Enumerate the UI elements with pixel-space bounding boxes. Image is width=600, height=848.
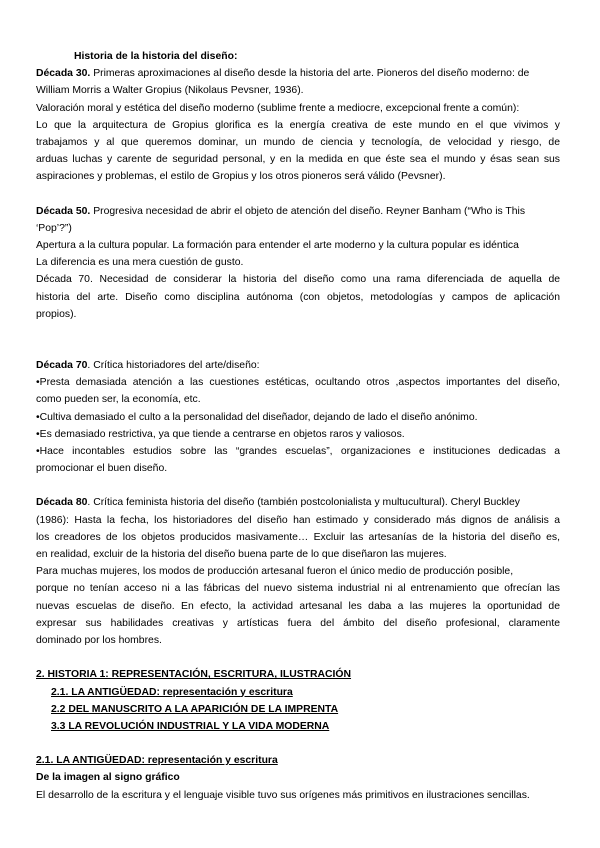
text-line: trabajamos y al que queremos dominar, un mundo de ciencia y tecnología, de velocidad y riesgo, de: [36, 137, 560, 149]
bullet-item-cont: como pueden ser, la economía, etc.: [36, 394, 201, 406]
toc-item[interactable]: 2.2 DEL MANUSCRITO A LA APARICIÓN DE LA IMPRENTA: [51, 703, 339, 715]
text-line: [36, 65, 560, 82]
text-line: historia del arte. Diseño como disciplina autónoma (con objetos, metodologías y campos de aplicación: [36, 291, 560, 303]
bullet-item: •Hace incontables estudios sobre las “grandes escuelas”, organizaciones e instituciones dedicadas a: [36, 446, 560, 458]
toc-item[interactable]: 3.3 LA REVOLUCIÓN INDUSTRIAL Y LA VIDA MODERNA: [51, 720, 330, 732]
text-span: . Crítica historiadores del arte/diseño:: [87, 360, 260, 372]
section-decada-30: [36, 65, 560, 185]
subsection-heading: De la imagen al signo gráfico: [36, 772, 180, 784]
decade-label: Década 50.: [36, 205, 91, 217]
toc-heading[interactable]: 2. HISTORIA 1: REPRESENTACIÓN, ESCRITURA, ILUSTRACIÓN: [36, 669, 352, 681]
text-span: Primeras aproximaciones al diseño desde la historia del arte. Pioneros del diseño moderno: de: [90, 68, 530, 80]
section-heading: 2.1. LA ANTIGÜEDAD: representación y escritura: [36, 755, 278, 767]
text-line: Valoración moral y estética del diseño moderno (sublime frente a mediocre, excepcional frente a común):: [36, 102, 520, 114]
text-line: [36, 494, 560, 511]
text-line: Lo que la arquitectura de Gropius glorifica es la energía creativa de este mundo en el que vivimos y: [36, 119, 560, 131]
decade-label: Década 30.: [36, 68, 91, 80]
text-line: ‘Pop’?”): [36, 222, 72, 234]
section-decada-80: [36, 494, 560, 649]
text-line: expresar sus habilidades creativas y artísticas fuera del ámbito del diseño profesional, claramente: [36, 617, 560, 629]
document-title: Historia de la historia del diseño:: [74, 51, 238, 62]
text-line: [36, 203, 560, 220]
text-line: arduas luchas y carente de seguridad personal, y en la medida en que éste sea el mundo y ésas sean sus: [36, 154, 560, 166]
decade-label: Década 70: [36, 360, 88, 372]
toc-item[interactable]: 2.1. LA ANTIGÜEDAD: representación y escritura: [51, 686, 293, 698]
document-page: [36, 48, 560, 804]
text-line: propios).: [36, 308, 77, 320]
text-line: (1986): Hasta la fecha, los historiadores del diseño han estimado y considerado más dignos de análisis a: [36, 514, 560, 526]
section-decada-70: [36, 357, 560, 477]
text-line: Década 70. Necesidad de considerar la historia del diseño como una rama diferenciada de aquella de: [36, 274, 560, 286]
decade-label: Década 80: [36, 497, 88, 509]
text-line: los creadores de los objetos producidos masivamente… Excluir las artesanías de la historia del diseño es,: [36, 531, 560, 543]
text-line: dominado por los hombres.: [36, 635, 162, 647]
text-line: El desarrollo de la escritura y el lenguaje visible tuvo sus orígenes más primitivos en ilustraciones sencillas.: [36, 789, 530, 801]
text-span: Progresiva necesidad de abrir el objeto de atención del diseño. Reyner Banham (“Who is This: [90, 205, 526, 217]
text-line: William Morris a Walter Gropius (Nikolaus Pevsner, 1936).: [36, 85, 304, 97]
text-line: en realidad, excluir de la historia del diseño buena parte de lo que diseñaron las mujeres.: [36, 549, 447, 561]
text-line: Apertura a la cultura popular. La formación para entender el arte moderno y la cultura popular es idéntica: [36, 240, 519, 252]
text-line: porque no tenían acceso ni a las fábricas del nuevo sistema industrial ni al entrenamiento que ofrecían las: [36, 583, 560, 595]
section-decada-50: [36, 203, 560, 323]
bullet-item: •Cultiva demasiado el culto a la personalidad del diseñador, dejando de lado el diseño anónimo.: [36, 411, 478, 423]
text-line: Para muchas mujeres, los modos de producción artesanal fueron el único medio de producción posible,: [36, 566, 514, 578]
section-antiguedad: [36, 752, 560, 804]
text-line: La diferencia es una mera cuestión de gusto.: [36, 257, 244, 269]
text-span: . Crítica feminista historia del diseño (también postcolonialista y multucultural). Cheryl Buckley: [87, 497, 520, 509]
bullet-item: •Es demasiado restrictiva, ya que tiende a centrarse en objetos raros y valiosos.: [36, 428, 405, 440]
table-of-contents: [36, 666, 560, 735]
bullet-item: •Presta demasiada atención a las cuestiones estéticas, ocultando otros ,aspectos importantes del diseño,: [36, 377, 560, 389]
text-line: nuevas escuelas de diseño. En efecto, la actividad artesanal les daba a las mujeres la oportunidad de: [36, 600, 560, 612]
bullet-item-cont: promocionar el buen diseño.: [36, 463, 168, 475]
text-line: aspiraciones y problemas, el estilo de Gropius y los otros pioneros será válido (Pevsner).: [36, 171, 446, 183]
text-line: [36, 357, 560, 374]
